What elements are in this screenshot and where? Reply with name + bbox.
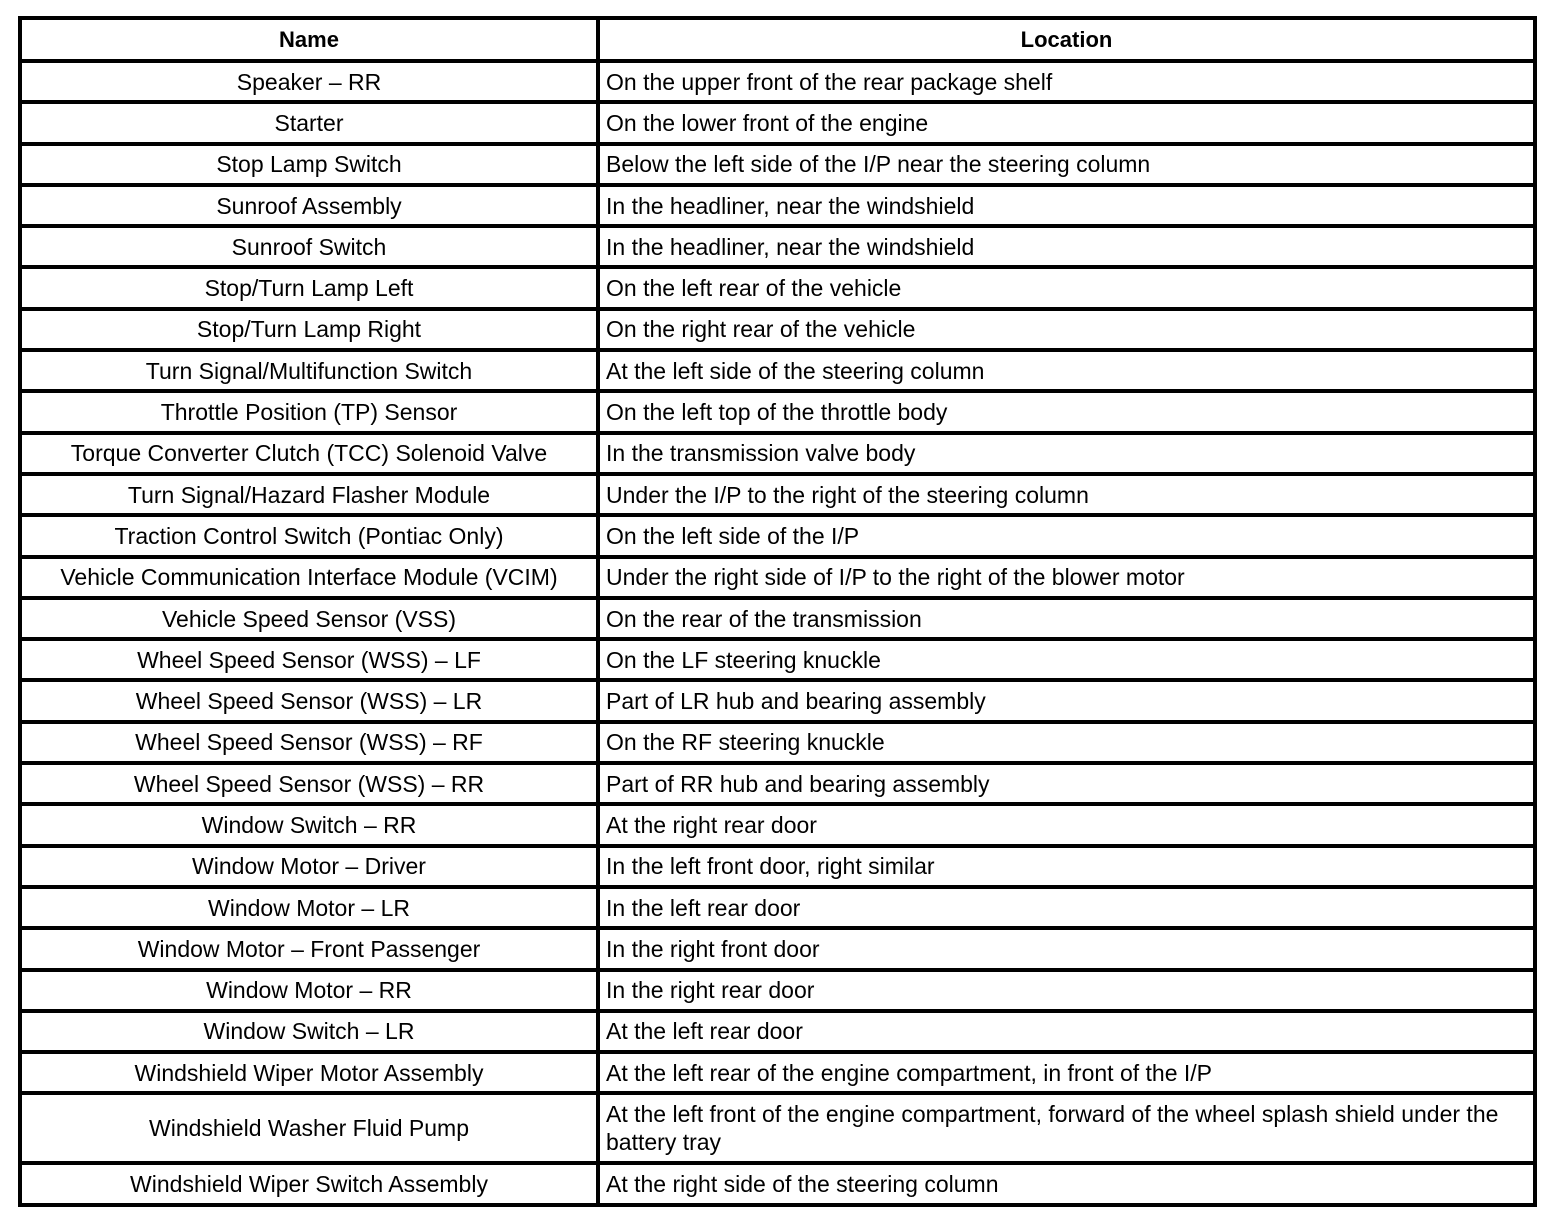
table-row [20, 433, 1535, 474]
component-location: Below the left side of the I/P near the steering column [598, 144, 1535, 185]
component-location: On the left side of the I/P [598, 515, 1535, 556]
component-location: At the left front of the engine compartment, forward of the wheel splash shield under the battery tray [598, 1093, 1535, 1163]
component-name: Throttle Position (TP) Sensor [20, 391, 598, 432]
table-row [20, 639, 1535, 680]
component-location: On the lower front of the engine [598, 102, 1535, 143]
component-location: Under the I/P to the right of the steering column [598, 474, 1535, 515]
table-row [20, 598, 1535, 639]
component-name: Stop/Turn Lamp Right [20, 309, 598, 350]
component-location: Part of LR hub and bearing assembly [598, 680, 1535, 721]
table-row [20, 557, 1535, 598]
component-name: Wheel Speed Sensor (WSS) – RF [20, 722, 598, 763]
component-name: Window Switch – RR [20, 804, 598, 845]
component-location: At the left side of the steering column [598, 350, 1535, 391]
component-name: Wheel Speed Sensor (WSS) – LR [20, 680, 598, 721]
table-row [20, 887, 1535, 928]
table-row [20, 391, 1535, 432]
component-name: Window Motor – RR [20, 970, 598, 1011]
table-row [20, 680, 1535, 721]
component-name: Stop Lamp Switch [20, 144, 598, 185]
component-location: At the left rear door [598, 1011, 1535, 1052]
component-name: Window Switch – LR [20, 1011, 598, 1052]
component-name: Window Motor – Front Passenger [20, 928, 598, 969]
table-row [20, 102, 1535, 143]
table-row [20, 226, 1535, 267]
header-name: Name [20, 18, 598, 61]
component-name: Wheel Speed Sensor (WSS) – RR [20, 763, 598, 804]
component-name: Wheel Speed Sensor (WSS) – LF [20, 639, 598, 680]
component-name: Sunroof Assembly [20, 185, 598, 226]
component-location: Part of RR hub and bearing assembly [598, 763, 1535, 804]
component-name: Traction Control Switch (Pontiac Only) [20, 515, 598, 556]
table-row [20, 970, 1535, 1011]
component-location: On the right rear of the vehicle [598, 309, 1535, 350]
component-location: On the rear of the transmission [598, 598, 1535, 639]
component-location: On the left rear of the vehicle [598, 267, 1535, 308]
component-name: Windshield Wiper Switch Assembly [20, 1163, 598, 1204]
header-location: Location [598, 18, 1535, 61]
table-row [20, 1163, 1535, 1204]
table-row [20, 350, 1535, 391]
component-name: Windshield Washer Fluid Pump [20, 1093, 598, 1163]
component-name: Speaker – RR [20, 61, 598, 102]
component-name: Vehicle Speed Sensor (VSS) [20, 598, 598, 639]
component-location: At the right rear door [598, 804, 1535, 845]
component-name: Window Motor – LR [20, 887, 598, 928]
table-row [20, 267, 1535, 308]
table-row [20, 722, 1535, 763]
table-row [20, 928, 1535, 969]
table-row [20, 846, 1535, 887]
component-location: In the transmission valve body [598, 433, 1535, 474]
table-row [20, 804, 1535, 845]
component-location: In the right rear door [598, 970, 1535, 1011]
table-row [20, 1052, 1535, 1093]
component-location: In the headliner, near the windshield [598, 185, 1535, 226]
component-location: Under the right side of I/P to the right of the blower motor [598, 557, 1535, 598]
table-row [20, 61, 1535, 102]
table-row [20, 515, 1535, 556]
component-name: Window Motor – Driver [20, 846, 598, 887]
table-row [20, 474, 1535, 515]
header-row [20, 18, 1535, 61]
component-location: In the headliner, near the windshield [598, 226, 1535, 267]
component-location: At the left rear of the engine compartment, in front of the I/P [598, 1052, 1535, 1093]
component-name: Stop/Turn Lamp Left [20, 267, 598, 308]
component-name: Vehicle Communication Interface Module (VCIM) [20, 557, 598, 598]
component-location: In the right front door [598, 928, 1535, 969]
component-location-table [18, 16, 1537, 1207]
component-location: On the LF steering knuckle [598, 639, 1535, 680]
table-row [20, 763, 1535, 804]
table-row [20, 144, 1535, 185]
component-name: Torque Converter Clutch (TCC) Solenoid Valve [20, 433, 598, 474]
component-location: At the right side of the steering column [598, 1163, 1535, 1204]
component-location: On the RF steering knuckle [598, 722, 1535, 763]
component-name: Windshield Wiper Motor Assembly [20, 1052, 598, 1093]
component-name: Turn Signal/Multifunction Switch [20, 350, 598, 391]
table-row [20, 1011, 1535, 1052]
component-location: On the left top of the throttle body [598, 391, 1535, 432]
component-name: Sunroof Switch [20, 226, 598, 267]
component-name: Starter [20, 102, 598, 143]
component-name: Turn Signal/Hazard Flasher Module [20, 474, 598, 515]
component-location: On the upper front of the rear package shelf [598, 61, 1535, 102]
table-row [20, 1093, 1535, 1163]
table-body [20, 61, 1535, 1205]
table-row [20, 309, 1535, 350]
component-location: In the left front door, right similar [598, 846, 1535, 887]
component-location: In the left rear door [598, 887, 1535, 928]
table-row [20, 185, 1535, 226]
